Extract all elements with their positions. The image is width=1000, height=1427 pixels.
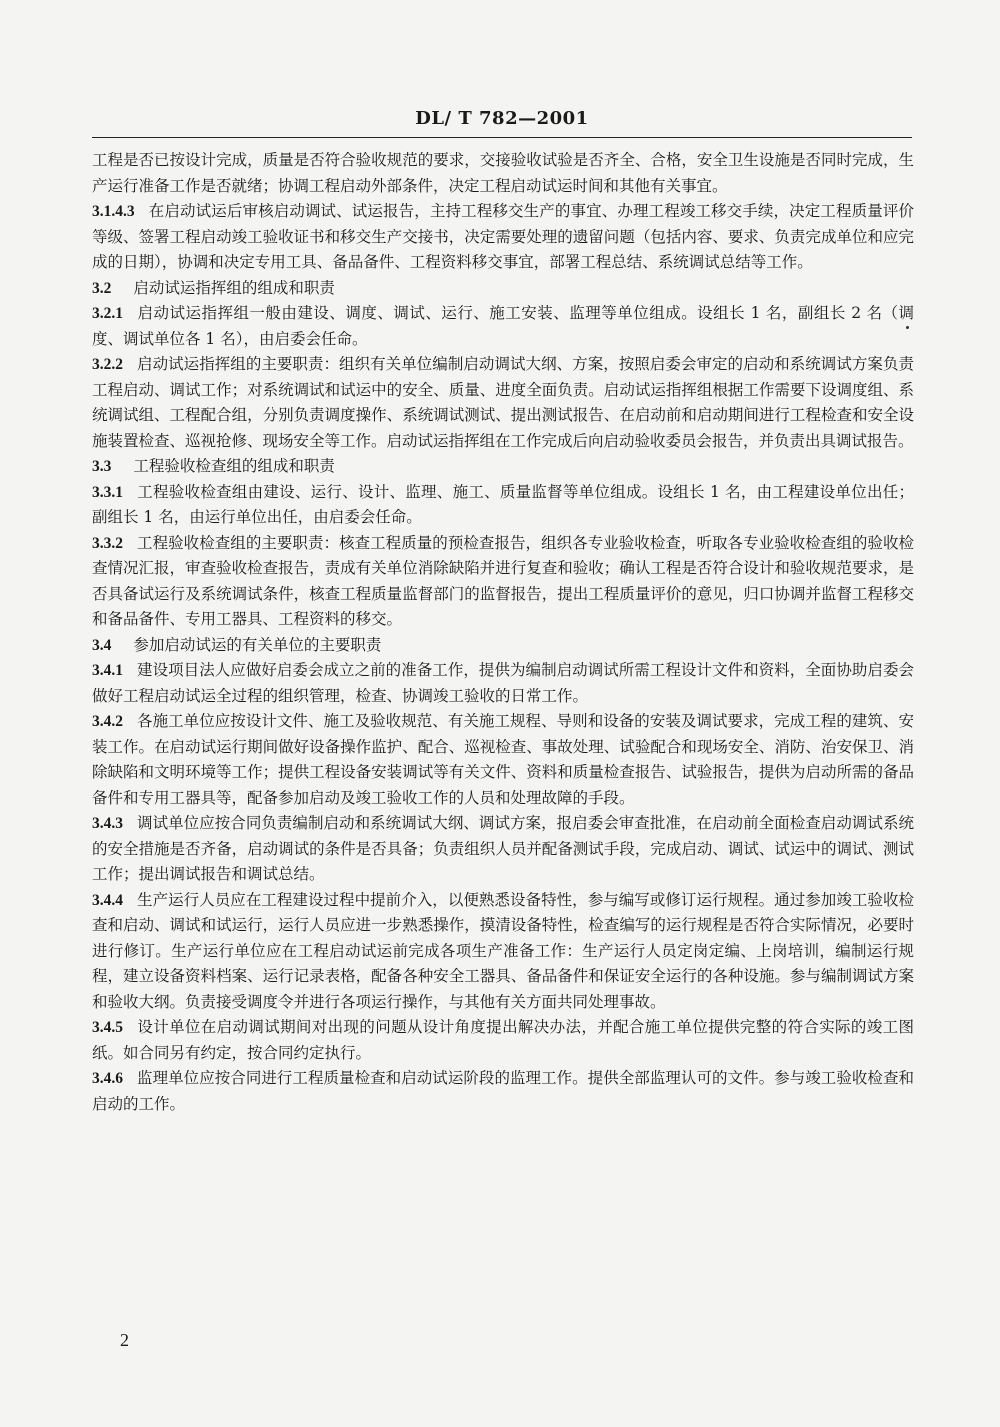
- clause-number: 3.2.2: [92, 356, 123, 373]
- section-heading: [92, 276, 914, 302]
- paragraph-text: 工程验收检查组由建设、运行、设计、监理、施工、质量监督等单位组成。设组长 1 名，由工程建设单位出任；副组长 1 名，由运行单位出任，由启委会任命。: [92, 482, 914, 526]
- document-code-header: DL/ T 782—2001: [415, 108, 589, 129]
- clause-number: 3.4.1: [92, 662, 123, 679]
- paragraph: [92, 480, 914, 531]
- paragraph: [92, 1066, 914, 1117]
- clause-number: 3.4.5: [92, 1019, 123, 1036]
- paragraph-text: 监理单位应按合同进行工程质量检查和启动试运阶段的监理工作。提供全部监理认可的文件。参与竣工验收检查和启动的工作。: [92, 1069, 914, 1113]
- document-body: [92, 148, 914, 1117]
- paragraph: [92, 531, 914, 633]
- paragraph-text: 工程验收检查组的组成和职责: [133, 457, 335, 475]
- clause-number: 3.4.3: [92, 815, 123, 832]
- clause-number: 3.2: [92, 279, 112, 297]
- paragraph-text: 启动试运指挥组一般由建设、调度、调试、运行、施工安装、监理等单位组成。设组长 1 名，副组长 2 名（调度、调试单位各 1 名），由启委会任命。: [92, 304, 914, 348]
- paragraph: [92, 888, 914, 1016]
- clause-number: 3.3.1: [92, 483, 123, 501]
- section-heading: [92, 454, 914, 480]
- clause-number: 3.4.4: [92, 891, 123, 909]
- paragraph-text: 设计单位在启动调试期间对出现的问题从设计角度提出解决办法，并配合施工单位提供完整的符合实际的竣工图纸。如合同另有约定，按合同约定执行。: [92, 1018, 914, 1062]
- paragraph-text: 参加启动试运的有关单位的主要职责: [133, 635, 382, 654]
- section-heading: [92, 633, 914, 659]
- paragraph-text: 生产运行人员应在工程建设过程中提前介入，以便熟悉设备特性，参与编写或修订运行规程。通过参加竣工验收检查和启动、调试和试运行，运行人员应进一步熟悉操作，摸清设备特性，检查编写的运行规程是否符合实际情况，必要时进行修订。生产运行单位应在工程启动试运前完成各项生产准备工作：生产运行人员定岗定编、上岗培训，编制运行规程，建立设备资料档案、运行记录表格，配备各种安全工器具、备品备件和保证安全运行的各种设施。参与编制调试方案和验收大纲。负责接受调度令并进行各项运行操作，与其他有关方面共同处理事故。: [92, 890, 914, 1011]
- page-number: 2: [120, 1330, 129, 1350]
- clause-number: 3.3.2: [92, 534, 123, 552]
- paragraph: [92, 301, 914, 352]
- paragraph-text: 建设项目法人应做好启委会成立之前的准备工作，提供为编制启动调试所需工程设计文件和资料，全面协助启委会做好工程启动试运全过程的组织管理，检查、协调竣工验收的日常工作。: [92, 661, 914, 705]
- paragraph-text: 调试单位应按合同负责编制启动和系统调试大纲、调试方案，报启委会审查批准，在启动前全面检查启动调试系统的安全措施是否齐备，启动调试的条件是否具备；负责组织人员并配备测试手段，完成启动、调试、试运中的调试、测试工作；提出调试报告和调试总结。: [92, 814, 914, 883]
- paragraph-text: 各施工单位应按设计文件、施工及验收规范、有关施工规程、导则和设备的安装及调试要求，完成工程的建筑、安装工作。在启动试运行期间做好设备操作监护、配合、巡视检查、事故处理、试验配合和现场安全、消防、治安保卫、消除缺陷和文明环境等工作；提供工程设备安装调试等有关文件、资料和质量检查报告、试验报告，提供为启动所需的备品备件和专用工器具等，配备参加启动及竣工验收工作的人员和处理故障的手段。: [92, 712, 914, 807]
- clause-number: 3.1.4.3: [92, 203, 135, 220]
- clause-number: 3.2.1: [92, 305, 123, 322]
- paragraph: [92, 148, 914, 199]
- paragraph: [92, 1015, 914, 1066]
- paragraph: [92, 352, 914, 454]
- paragraph: [92, 658, 914, 709]
- paragraph: [92, 811, 914, 888]
- header-divider: [92, 137, 912, 138]
- paragraph-text: 启动试运指挥组的组成和职责: [133, 278, 335, 297]
- paragraph: [92, 709, 914, 811]
- scan-speck: [906, 326, 909, 329]
- clause-number: 3.4: [92, 636, 112, 654]
- paragraph-text: 工程验收检查组的主要职责：核查工程质量的预检查报告，组织各专业验收检查，听取各专业验收检查组的验收检查情况汇报，审查验收检查报告，责成有关单位消除缺陷并进行复查和验收；确认工程是否符合设计和验收规范要求，是否具备试运行及系统调试条件，核查工程质量监督部门的监督报告，提出工程质量评价的意见，归口协调并监督工程移交和备品备件、专用工器具、工程资料的移交。: [92, 533, 914, 628]
- clause-number: 3.4.2: [92, 713, 123, 730]
- paragraph-text: 启动试运指挥组的主要职责：组织有关单位编制启动调试大纲、方案，按照启委会审定的启动和系统调试方案负责工程启动、调试工作；对系统调试和试运中的安全、质量、进度全面负责。启动试运指挥组根据工作需要下设调度组、系统调试组、工程配合组，分别负责调度操作、系统调试测试、提出测试报告、在启动前和启动期间进行工程检查和安全设施装置检查、巡视抢修、现场安全等工作。启动试运指挥组在工作完成后向启动验收委员会报告，并负责出具调试报告。: [92, 355, 914, 450]
- paragraph-text: 工程是否已按设计完成，质量是否符合验收规范的要求，交接验收试验是否齐全、合格，安全卫生设施是否同时完成，生产运行准备工作是否就绪；协调工程启动外部条件，决定工程启动试运时间和其他有关事宜。: [92, 151, 914, 195]
- paragraph-text: 在启动试运后审核启动调试、试运报告，主持工程移交生产的事宜、办理工程竣工移交手续，决定工程质量评价等级、签署工程启动竣工验收证书和移交生产交接书，决定需要处理的遗留问题（包括内容、要求、负责完成单位和应完成的日期），协调和决定专用工具、备品备件、工程资料移交事宜，部署工程总结、系统调试总结等工作。: [92, 202, 914, 271]
- clause-number: 3.4.6: [92, 1070, 123, 1087]
- paragraph: [92, 199, 914, 276]
- clause-number: 3.3: [92, 458, 112, 475]
